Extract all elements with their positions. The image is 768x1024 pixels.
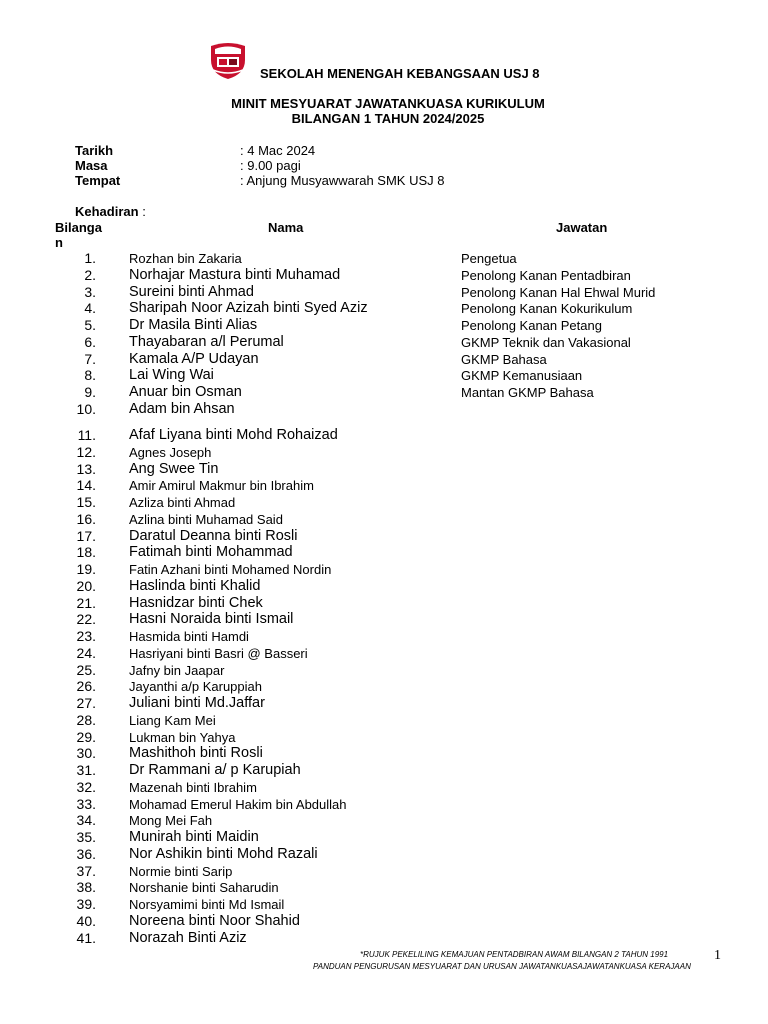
member-name: Juliani binti Md.Jaffar: [129, 695, 265, 711]
member-position: Penolong Kanan Pentadbiran: [461, 267, 631, 283]
row-number: 35.: [76, 829, 96, 845]
footer-guideline: PANDUAN PENGURUSAN MESYUARAT DAN URUSAN JAWATANKUASAJAWATANKUASA KERAJAAN: [313, 962, 691, 971]
kehadiran-heading: [75, 204, 146, 219]
member-name: Noreena binti Noor Shahid: [129, 912, 300, 929]
member-name: Mashithoh binti Rosli: [129, 745, 263, 762]
row-number: 25.: [76, 661, 96, 678]
member-name: Norshanie binti Saharudin: [129, 880, 279, 896]
member-name: Agnes Joseph: [129, 444, 212, 460]
page-number: 1: [714, 948, 721, 963]
row-number: 28.: [76, 711, 96, 728]
row-number: 7.: [84, 350, 96, 367]
row-number: 29.: [76, 728, 96, 745]
member-name: Azliza binti Ahmad: [129, 495, 236, 510]
row-number: 15.: [76, 494, 96, 510]
masa-value: : 9.00 pagi: [240, 158, 301, 173]
row-number: 36.: [76, 845, 96, 862]
row-number: 32.: [76, 778, 96, 795]
row-number: 24.: [76, 644, 96, 661]
member-position: Penolong Kanan Hal Ehwal Murid: [461, 284, 656, 300]
row-number: 2.: [84, 266, 96, 283]
member-name: Mazenah binti Ibrahim: [129, 779, 257, 795]
member-name: Rozhan bin Zakaria: [129, 251, 242, 266]
member-name: Hasni Noraida binti Ismail: [129, 611, 294, 628]
member-name: Ang Swee Tin: [129, 460, 219, 477]
member-name: Lukman bin Yahya: [129, 729, 236, 745]
tempat-label: Tempat: [75, 173, 121, 188]
member-name: Afaf Liyana binti Mohd Rohaizad: [129, 427, 338, 443]
row-number: 27.: [76, 695, 96, 711]
member-name: Hasmida binti Hamdi: [129, 629, 249, 644]
member-position: GKMP Teknik dan Vakasional: [461, 334, 631, 350]
member-name: Norhajar Mastura binti Muhamad: [129, 266, 341, 283]
row-number: 10.: [76, 400, 96, 417]
column-header-bilangan: Bilanga: [55, 220, 102, 235]
tarikh-label: Tarikh: [75, 143, 114, 158]
member-name: Lai Wing Wai: [129, 367, 214, 384]
row-number: 38.: [76, 879, 96, 896]
member-position: Mantan GKMP Bahasa: [461, 385, 594, 400]
row-number: 1.: [84, 250, 96, 266]
member-name: Normie binti Sarip: [129, 863, 233, 879]
member-name: Adam bin Ahsan: [129, 400, 235, 417]
tarikh-value: : 4 Mac 2024: [240, 143, 316, 158]
member-position: Pengetua: [461, 251, 517, 266]
member-name: Sureini binti Ahmad: [129, 283, 254, 300]
member-name: Kamala A/P Udayan: [129, 350, 259, 367]
row-number: 14.: [76, 477, 96, 494]
kehadiran-colon: :: [138, 204, 146, 219]
member-name: Jayanthi a/p Karuppiah: [129, 679, 262, 695]
row-number: 5.: [84, 317, 96, 333]
member-name: Mohamad Emerul Hakim bin Abdullah: [129, 796, 347, 812]
member-name: Norsyamimi binti Md Ismail: [129, 897, 285, 912]
row-number: 34.: [76, 812, 96, 829]
member-name: Mong Mei Fah: [129, 813, 213, 829]
row-number: 41.: [76, 929, 96, 946]
row-number: 17.: [76, 527, 96, 544]
masa-label: Masa: [75, 158, 108, 173]
member-name: Fatin Azhani binti Mohamed Nordin: [129, 562, 332, 577]
member-name: Amir Amirul Makmur bin Ibrahim: [129, 478, 314, 494]
school-crest-logo: [209, 40, 247, 80]
row-number: 26.: [76, 678, 96, 695]
column-header-nama: Nama: [268, 220, 304, 235]
row-number: 18.: [76, 544, 96, 561]
member-name: Jafny bin Jaapar: [129, 662, 225, 678]
tempat-value: : Anjung Musyawwarah SMK USJ 8: [240, 173, 445, 188]
column-header-bilangan-wrap: n: [55, 235, 63, 250]
member-name: Dr Rammani a/ p Karupiah: [129, 762, 301, 778]
member-position: Penolong Kanan Petang: [461, 318, 602, 333]
row-number: 40.: [76, 912, 96, 929]
footer-reference: *RUJUK PEKELILING KEMAJUAN PENTADBIRAN AWAM BILANGAN 2 TAHUN 1991: [360, 950, 669, 959]
row-number: 4.: [84, 300, 96, 317]
row-number: 39.: [76, 896, 96, 912]
member-name: Anuar bin Osman: [129, 384, 242, 400]
row-number: 23.: [76, 628, 96, 644]
member-name: Norazah Binti Aziz: [129, 929, 247, 946]
kehadiran-label: Kehadiran: [75, 204, 139, 219]
row-number: 19.: [76, 561, 96, 577]
row-number: 16.: [76, 510, 96, 527]
member-name: Fatimah binti Mohammad: [129, 544, 293, 561]
school-name: SEKOLAH MENENGAH KEBANGSAAN USJ 8: [260, 66, 540, 81]
document-subtitle: BILANGAN 1 TAHUN 2024/2025: [291, 111, 485, 126]
row-number: 37.: [76, 862, 96, 879]
member-name: Nor Ashikin binti Mohd Razali: [129, 845, 318, 862]
member-position: Penolong Kanan Kokurikulum: [461, 301, 633, 317]
row-number: 22.: [76, 611, 96, 628]
row-number: 30.: [76, 745, 96, 762]
member-name: Haslinda binti Khalid: [129, 577, 261, 594]
document-title: MINIT MESYUARAT JAWATANKUASA KURIKULUM: [231, 96, 545, 111]
row-number: 20.: [76, 577, 96, 594]
member-name: Daratul Deanna binti Rosli: [129, 527, 298, 544]
row-number: 21.: [76, 594, 96, 611]
member-name: Liang Kam Mei: [129, 712, 216, 728]
member-name: Hasriyani binti Basri @ Basseri: [129, 645, 308, 661]
member-name: Dr Masila Binti Alias: [129, 317, 258, 333]
row-number: 12.: [76, 443, 96, 460]
member-name: Sharipah Noor Azizah binti Syed Aziz: [129, 300, 368, 317]
member-name: Hasnidzar binti Chek: [129, 594, 263, 611]
column-header-jawatan: Jawatan: [556, 220, 608, 235]
member-name: Azlina binti Muhamad Said: [129, 511, 283, 527]
member-name: Thayabaran a/l Perumal: [129, 333, 284, 350]
row-number: 11.: [77, 427, 96, 443]
member-position: GKMP Bahasa: [461, 351, 547, 367]
row-number: 33.: [76, 795, 96, 812]
member-name: Munirah binti Maidin: [129, 829, 259, 845]
member-position: GKMP Kemanusiaan: [461, 368, 583, 384]
row-number: 6.: [84, 333, 96, 350]
row-number: 9.: [84, 384, 96, 400]
row-number: 31.: [76, 762, 96, 778]
row-number: 3.: [84, 283, 96, 300]
row-number: 13.: [76, 460, 96, 477]
row-number: 8.: [84, 367, 96, 384]
